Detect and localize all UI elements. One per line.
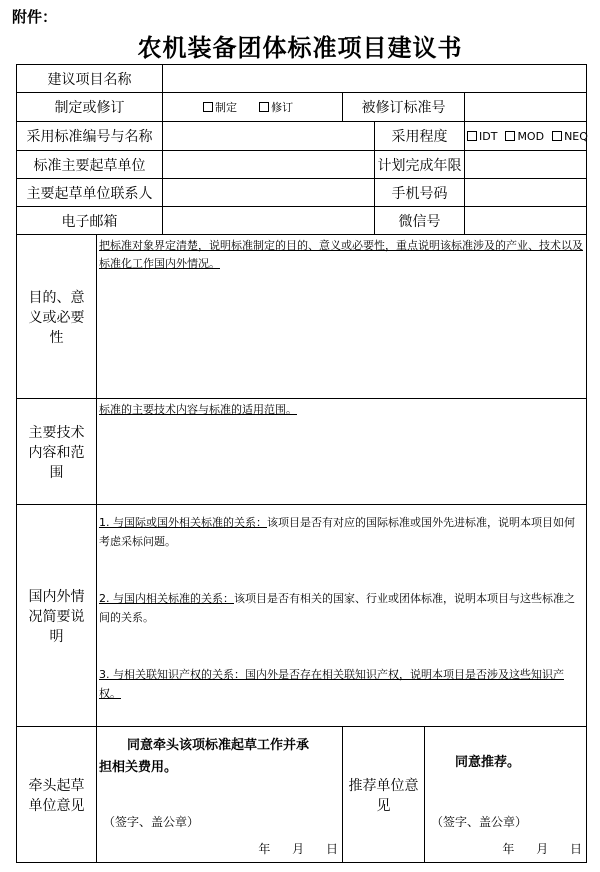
tech-content-label: 主要技术内容和范围 [17,399,97,505]
email-label: 电子邮箱 [17,207,163,235]
checkbox-icon [259,102,269,112]
intl-situation-field[interactable] [97,505,587,727]
recommend-opinion-statement: 同意推荐。 [455,755,521,770]
proposal-form-table [16,64,587,863]
formulate-options [163,93,343,122]
phone-field[interactable] [465,179,587,207]
recommend-date: 年 月 日 [502,842,583,856]
lead-date: 年 月 日 [258,842,338,856]
checkbox-icon [505,131,515,141]
lead-opinion-statement: 同意牵头该项标准起草工作并承担相关费用。 [99,738,310,775]
adoption-degree-label: 采用程度 [375,122,465,151]
lead-opinion-label: 牵头起草单位意见 [17,727,97,863]
adoption-degree-options [465,122,587,151]
lead-seal-note: （签字、盖公章） [103,815,200,829]
contact-person-label: 主要起草单位联系人 [17,179,163,207]
contact-person-field[interactable] [163,179,375,207]
project-name-field[interactable] [163,65,587,93]
phone-label: 手机号码 [375,179,465,207]
project-name-label: 建议项目名称 [17,65,163,93]
intl-paragraph-3: 3. 与相关联知识产权的关系：国内外是否存在相关联知识产权，说明本项目是否涉及这些知识产权。 [99,668,564,700]
adopted-standard-label: 采用标准编号与名称 [17,122,163,151]
wechat-label: 微信号 [375,207,465,235]
email-field[interactable] [163,207,375,235]
recommend-seal-note: （签字、盖公章） [431,815,528,829]
intl-paragraph-1: 1. 与国际或国外相关标准的关系：该项目是否有对应的国际标准或国外先进标准，说明本项目如何考虑采标问题。 [99,516,575,548]
recommend-opinion-field[interactable] [425,727,587,863]
formulate-or-revise-label: 制定或修订 [17,93,163,122]
page-title: 农机装备团体标准项目建议书 [137,34,463,62]
lead-opinion-field[interactable] [97,727,343,863]
revised-standard-no-field[interactable] [465,93,587,122]
main-drafter-field[interactable] [163,151,375,179]
main-drafter-label: 标准主要起草单位 [17,151,163,179]
attachment-label: 附件： [12,8,58,26]
recommend-opinion-label: 推荐单位意见 [343,727,425,863]
intl-situation-label: 国内外情况简要说明 [17,505,97,727]
opt-neq[interactable]: NEQ [552,130,588,143]
opt-formulate[interactable]: 制定 [203,99,237,115]
intl-paragraph-2: 2. 与国内相关标准的关系：该项目是否有相关的国家、行业或团体标准，说明本项目与这些标准之间的关系。 [99,592,575,624]
plan-completion-field[interactable] [465,151,587,179]
checkbox-icon [467,131,477,141]
checkbox-icon [552,131,562,141]
opt-mod[interactable]: MOD [505,130,544,143]
revised-standard-no-label: 被修订标准号 [343,93,465,122]
checkbox-icon [203,102,213,112]
opt-revise[interactable]: 修订 [259,99,293,115]
purpose-label: 目的、意义或必要性 [17,235,97,399]
purpose-field[interactable]: 把标准对象界定清楚，说明标准制定的目的、意义或必要性，重点说明该标准涉及的产业、技术以及标准化工作国内外情况。 [97,235,587,399]
adopted-standard-field[interactable] [163,122,375,151]
plan-completion-label: 计划完成年限 [375,151,465,179]
tech-content-field[interactable]: 标准的主要技术内容与标准的适用范围。 [97,399,587,505]
wechat-field[interactable] [465,207,587,235]
opt-idt[interactable]: IDT [467,130,497,143]
